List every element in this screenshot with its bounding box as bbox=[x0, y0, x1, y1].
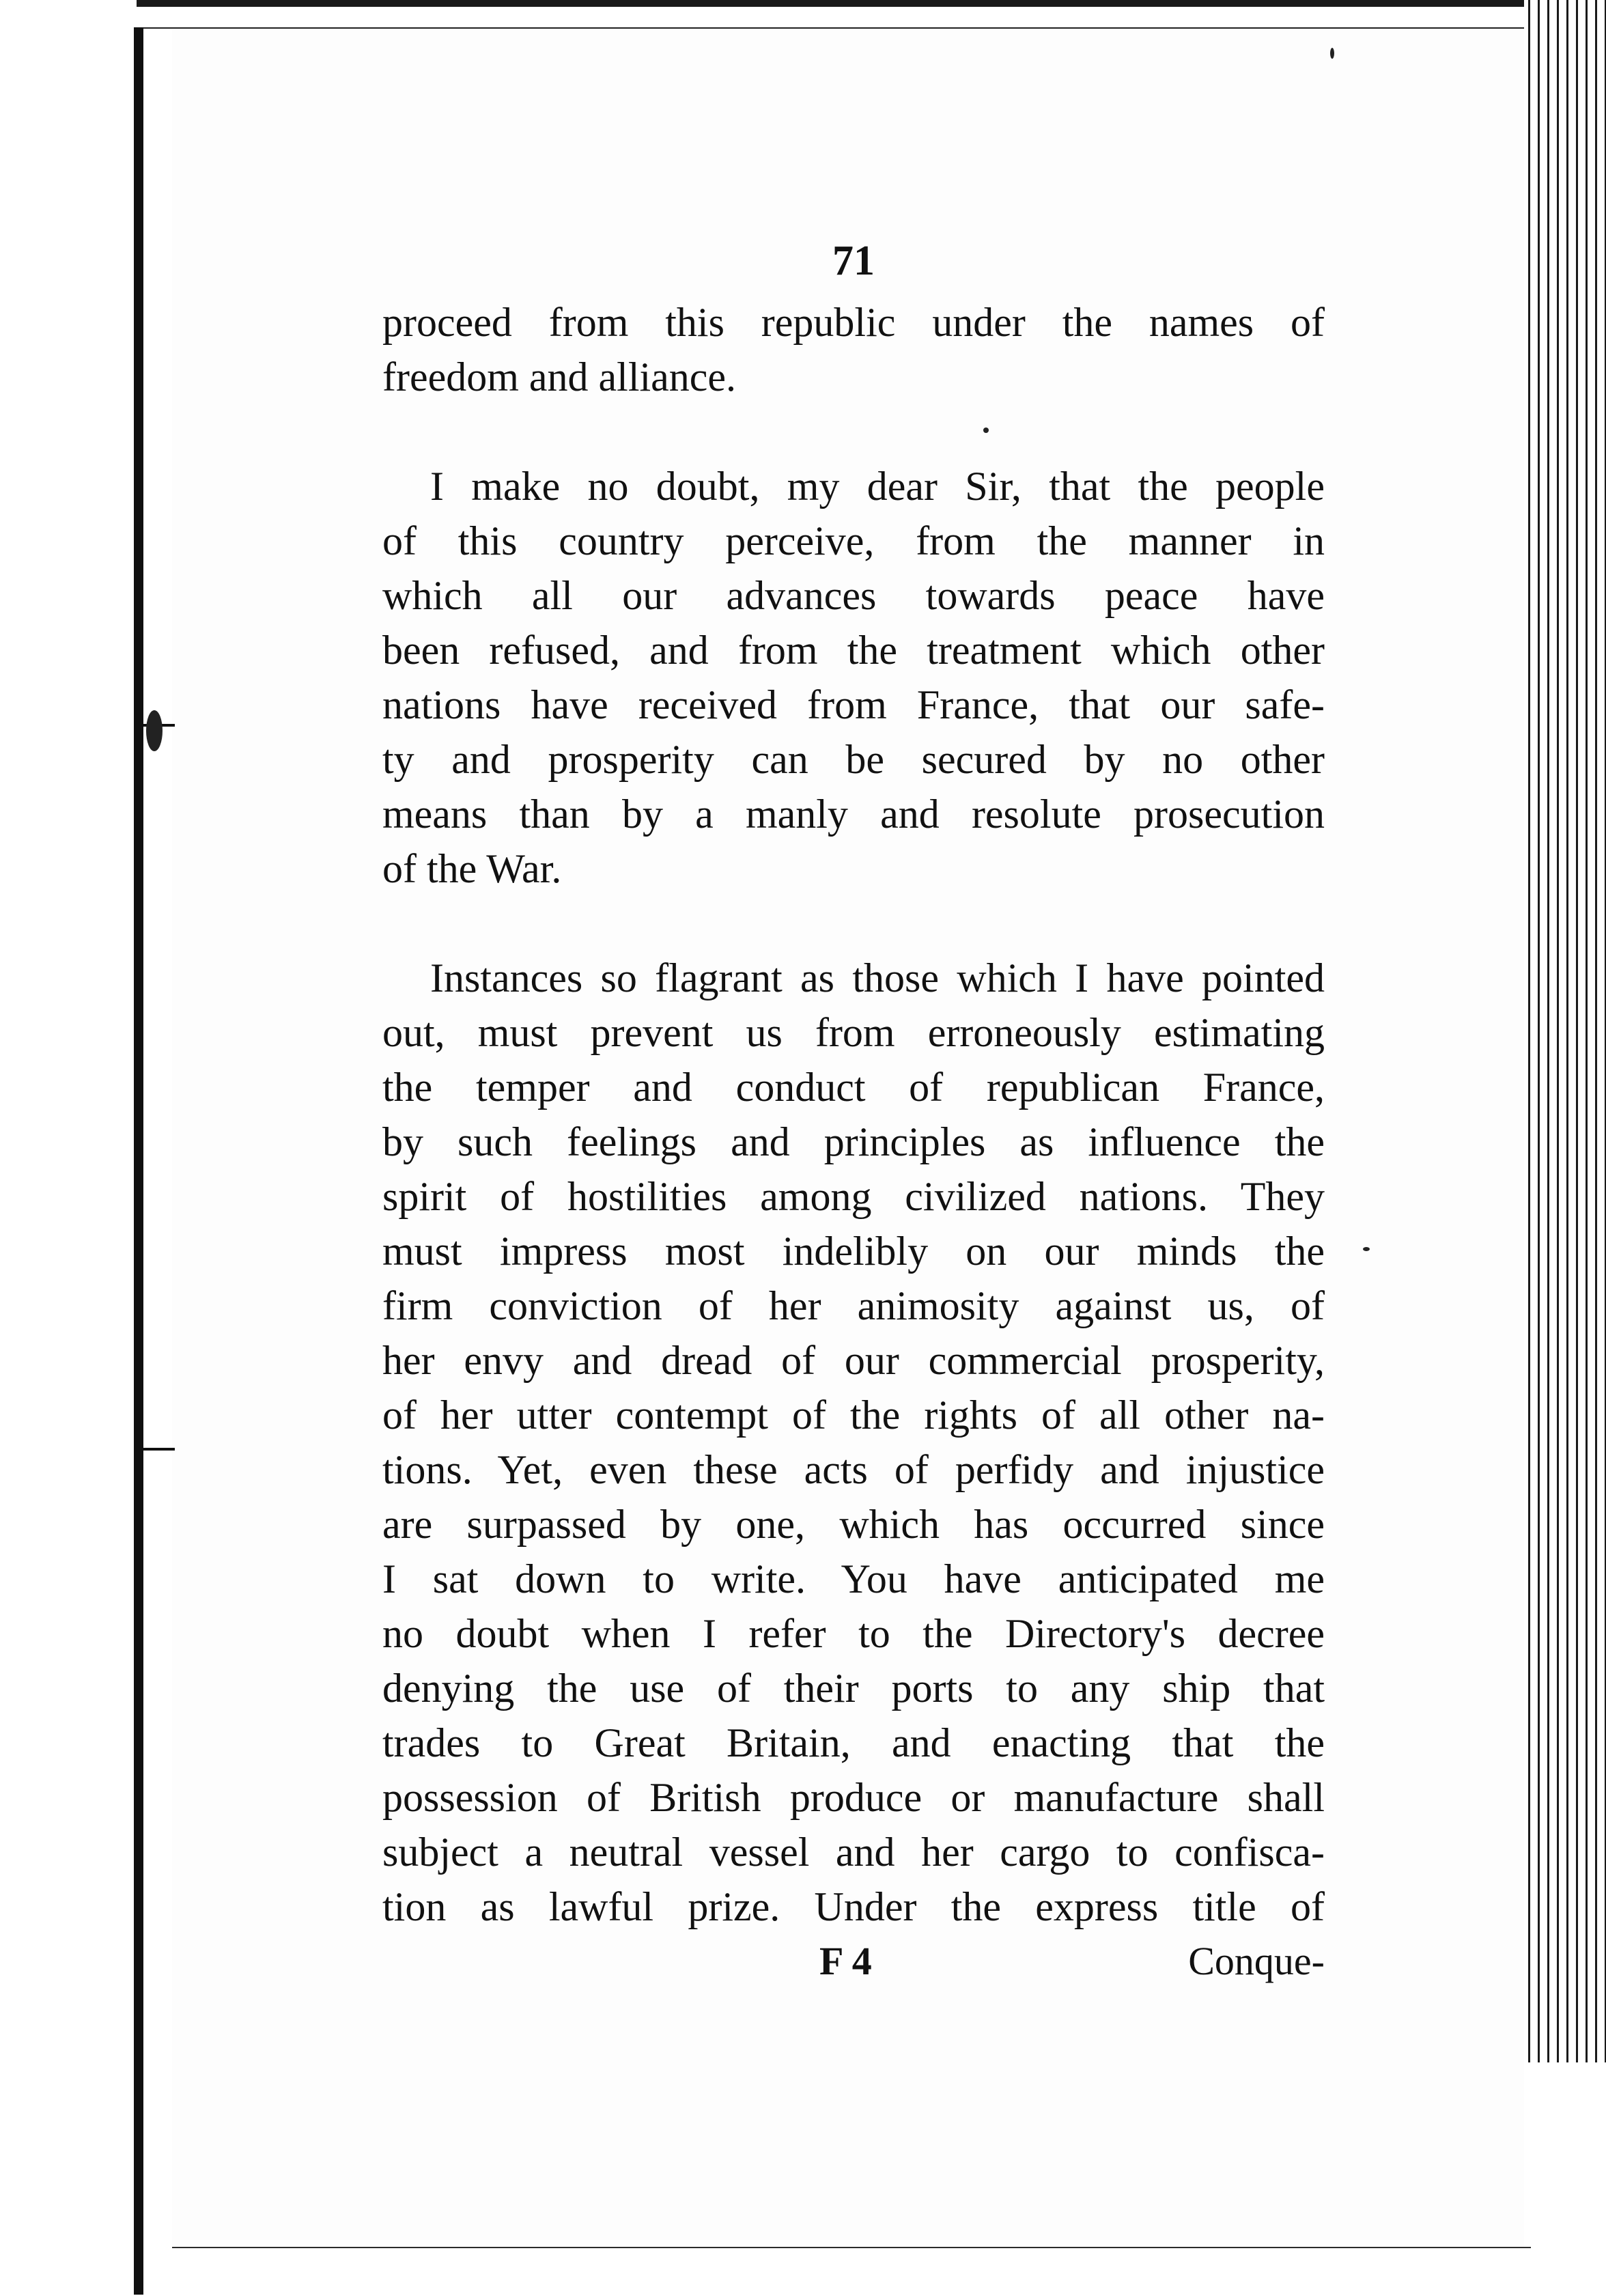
text-line: her envy and dread of our commercial prosperity, bbox=[382, 1338, 1325, 1383]
text-line: out, must prevent us from erroneously estimating bbox=[382, 1010, 1325, 1055]
page-bottom-edge bbox=[172, 2247, 1531, 2296]
binding-gutter-line bbox=[134, 27, 143, 2295]
page-stack-edge-lower bbox=[1524, 2062, 1606, 2295]
text-line: I sat down to write. You have anticipated me bbox=[382, 1556, 1325, 1601]
text-line: possession of British produce or manufacture shall bbox=[382, 1775, 1325, 1820]
text-line: no doubt when I refer to the Directory's decree bbox=[382, 1611, 1325, 1656]
text-line: firm conviction of her animosity against us, of bbox=[382, 1283, 1325, 1328]
book-page bbox=[382, 232, 1325, 1989]
text-line: been refused, and from the treatment which other bbox=[382, 628, 1325, 673]
text-line: of the War. bbox=[382, 846, 562, 891]
page-top-edge bbox=[137, 0, 1530, 29]
text-line: by such feelings and principles as influence the bbox=[382, 1119, 1325, 1164]
text-line: proceed from this republic under the names of bbox=[382, 300, 1325, 345]
ink-speck bbox=[1363, 1247, 1370, 1251]
signature-mark: F 4 bbox=[819, 1939, 872, 1983]
text-line: the temper and conduct of republican France, bbox=[382, 1065, 1325, 1110]
binding-stitch bbox=[146, 710, 163, 751]
text-line: which all our advances towards peace have bbox=[382, 573, 1325, 618]
text-line: tion as lawful prize. Under the express title of bbox=[382, 1884, 1325, 1929]
text-line: of her utter contempt of the rights of all other na- bbox=[382, 1392, 1325, 1438]
text-line: means than by a manly and resolute prosecution bbox=[382, 792, 1325, 837]
text-line: subject a neutral vessel and her cargo to confisca- bbox=[382, 1830, 1325, 1875]
ink-speck bbox=[1330, 48, 1334, 59]
text-line: must impress most indelibly on our minds the bbox=[382, 1229, 1325, 1274]
facing-page-margin bbox=[0, 0, 172, 2295]
text-line: tions. Yet, even these acts of perfidy and injustice bbox=[382, 1447, 1325, 1492]
paragraph-1 bbox=[382, 295, 1325, 404]
binding-tick-mark bbox=[143, 1448, 175, 1451]
text-line: I make no doubt, my dear Sir, that the people bbox=[430, 464, 1325, 509]
text-line: ty and prosperity can be secured by no other bbox=[382, 737, 1325, 782]
page-stack-edge bbox=[1524, 0, 1606, 2295]
text-line: freedom and alliance. bbox=[382, 354, 737, 400]
paragraph-2 bbox=[382, 459, 1325, 896]
catchword: Conque- bbox=[1188, 1939, 1325, 1983]
paragraph-3 bbox=[382, 951, 1325, 1934]
text-line: trades to Great Britain, and enacting that the bbox=[382, 1720, 1325, 1765]
text-line: of this country perceive, from the manner in bbox=[382, 518, 1325, 563]
page-footer bbox=[382, 1934, 1325, 1989]
page-number: 71 bbox=[832, 238, 875, 284]
text-line: spirit of hostilities among civilized nations. They bbox=[382, 1174, 1325, 1219]
text-line: Instances so flagrant as those which I have pointed bbox=[430, 955, 1325, 1000]
text-line: are surpassed by one, which has occurred since bbox=[382, 1502, 1325, 1547]
text-line: denying the use of their ports to any ship that bbox=[382, 1666, 1325, 1711]
text-line: nations have received from France, that our safe- bbox=[382, 682, 1325, 727]
